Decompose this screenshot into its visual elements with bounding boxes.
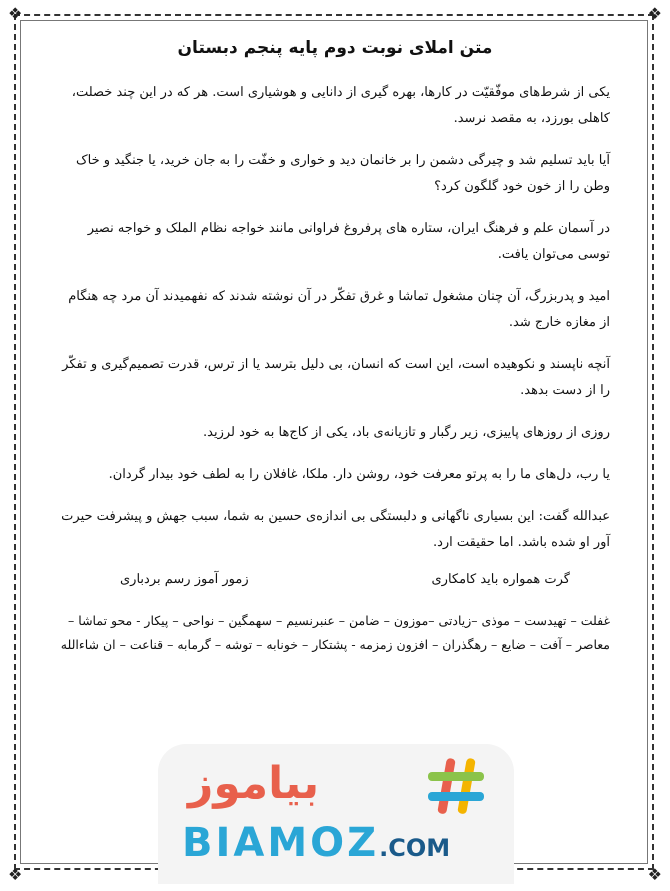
poem-hemistich-right: گرت همواره باید کامکاری	[431, 572, 570, 587]
biamoz-logo	[158, 744, 514, 884]
paragraph: در آسمان علم و فرهنگ ایران، ستاره های پرفروغ فراوانی مانند خواجه نظام الملک و خواجه نصیر توسی می‌توان یافت.	[87, 221, 610, 262]
logo-name: BIAMOZ	[182, 820, 380, 866]
paragraph: یکی از شرط‌های موفّقیّت در کارها، بهره گیری از دانایی و هوشیاری است. هر که در این چند خصلت، کاهلی بورزد، به مقصد نرسد.	[71, 85, 610, 126]
page-title: متن املای نوبت دوم پایه پنجم دبستان	[177, 38, 493, 58]
paragraph: آنچه ناپسند و نکوهیده است، این است که انسان، بی دلیل بترسد یا از ترس، قدرت تصمیم‌گیری و تفکّر را از دست بدهد.	[62, 357, 610, 398]
corner-ornament-icon: ❖	[8, 865, 23, 884]
paragraph: روزی از روزهای پاییزی، زیر رگبار و تازیانه‌ی باد، یکی از کاج‌ها به خود لرزید.	[203, 425, 610, 440]
word-list-line: معاصر – آفت – ضایع – رهگذران – افزون زمزمه - پشتکار – خونابه – توشه – گرمابه – قناعت – ان شاءالله	[60, 637, 610, 652]
logo-text-english	[182, 820, 450, 866]
corner-ornament-icon: ❖	[647, 865, 662, 884]
corner-ornament-icon: ❖	[647, 4, 662, 23]
paragraph: یا رب، دل‌های ما را به پرتو معرفت خود، روشن دار. ملکا، غافلان را به لطف خود بیدار گردان.	[108, 467, 610, 482]
word-list-line: غفلت – تهیدست – موذی –زیادتی –موزون – ضامن – عنبرنسیم – سهمگین – نواحی – پیکار - محو تماشا –	[68, 613, 610, 628]
poem-hemistich-left: زمور آموز رسم بردباری	[120, 572, 249, 587]
paragraph: آیا باید تسلیم شد و چیرگی دشمن را بر خانمان دید و خواری و خفّت را به جان خرید، یا جنگید و خاک وطن را از خون خود گلگون کرد؟	[75, 153, 610, 194]
paragraph: امید و پدربزرگ، آن چنان مشغول تماشا و غرق تفکّر در آن نوشته شدند که نفهمیدند آن مرد چه هنگام از مغازه خارج شد.	[68, 289, 610, 330]
paragraph: عبدالله گفت: این بسیاری ناگهانی و دلبستگی بی اندازه‌ی حسین به شما، سبب جهش و پیشرفت حیرت آور او شده باشد. اما حقیقت ارد.	[61, 509, 610, 550]
logo-text-persian: بیاموز	[188, 758, 320, 809]
logo-domain: .COM	[379, 834, 451, 862]
hashtag-icon	[424, 754, 488, 818]
document-body	[60, 38, 610, 657]
corner-ornament-icon: ❖	[8, 4, 23, 23]
poem-verse	[120, 572, 570, 587]
